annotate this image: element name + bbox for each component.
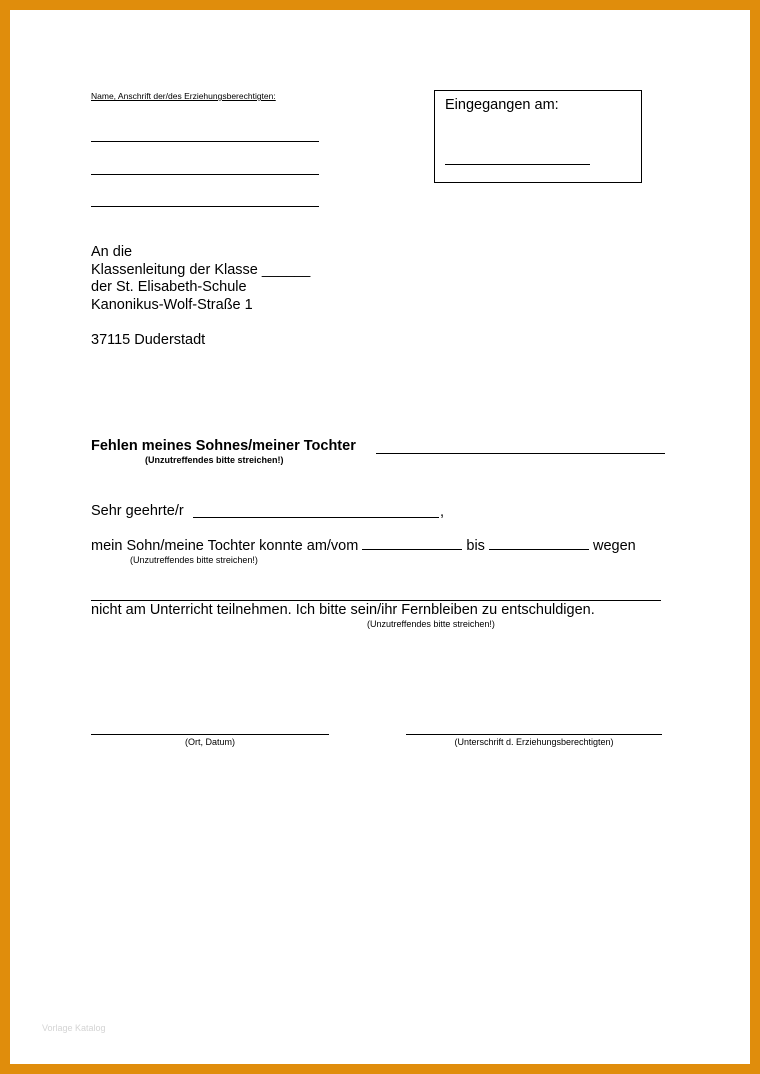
- recipient-line-2: Klassenleitung der Klasse ______: [91, 262, 311, 278]
- absence-wegen: wegen: [593, 538, 636, 554]
- subject-note: (Unzutreffendes bitte streichen!): [145, 455, 284, 465]
- place-date-label: (Ort, Datum): [184, 737, 235, 747]
- absence-note: (Unzutreffendes bitte streichen!): [130, 555, 258, 565]
- salutation: Sehr geehrte/r: [91, 503, 184, 519]
- place-date-line[interactable]: [91, 734, 329, 735]
- received-box: [434, 90, 642, 183]
- watermark: Vorlage Katalog: [42, 1023, 106, 1033]
- absence-text: [91, 537, 636, 555]
- recipient-line-3: der St. Elisabeth-Schule: [91, 279, 247, 295]
- absence-to-date-line[interactable]: [489, 537, 589, 550]
- recipient-line-4: Kanonikus-Wolf-Straße 1: [91, 297, 253, 313]
- absence-from-date-line[interactable]: [362, 537, 462, 550]
- salutation-name-line[interactable]: [193, 517, 439, 518]
- salutation-comma: ,: [440, 504, 445, 520]
- form-page: [10, 10, 750, 1064]
- recipient-city: 37115 Duderstadt: [91, 332, 206, 348]
- sender-name-line[interactable]: [91, 141, 319, 142]
- sender-city-line[interactable]: [91, 206, 319, 207]
- subject-title: Fehlen meines Sohnes/meiner Tochter: [91, 438, 356, 454]
- sender-label: Name, Anschrift der/des Erziehungsberechtigten:: [91, 91, 276, 101]
- recipient-line-1: An die: [91, 244, 133, 260]
- sender-street-line[interactable]: [91, 174, 319, 175]
- subject-name-line[interactable]: [376, 453, 665, 454]
- received-label: Eingegangen am:: [445, 97, 559, 113]
- closing-note: (Unzutreffendes bitte streichen!): [367, 619, 495, 629]
- absence-part-1: mein Sohn/meine Tochter konnte am/vom: [91, 538, 359, 554]
- signature-line[interactable]: [406, 734, 662, 735]
- closing-text: nicht am Unterricht teilnehmen. Ich bitte sein/ihr Fernbleiben zu entschuldigen.: [91, 602, 595, 618]
- signature-label: (Unterschrift d. Erziehungsberechtigten): [454, 737, 614, 747]
- absence-bis: bis: [466, 538, 485, 554]
- received-date-line[interactable]: [445, 164, 590, 165]
